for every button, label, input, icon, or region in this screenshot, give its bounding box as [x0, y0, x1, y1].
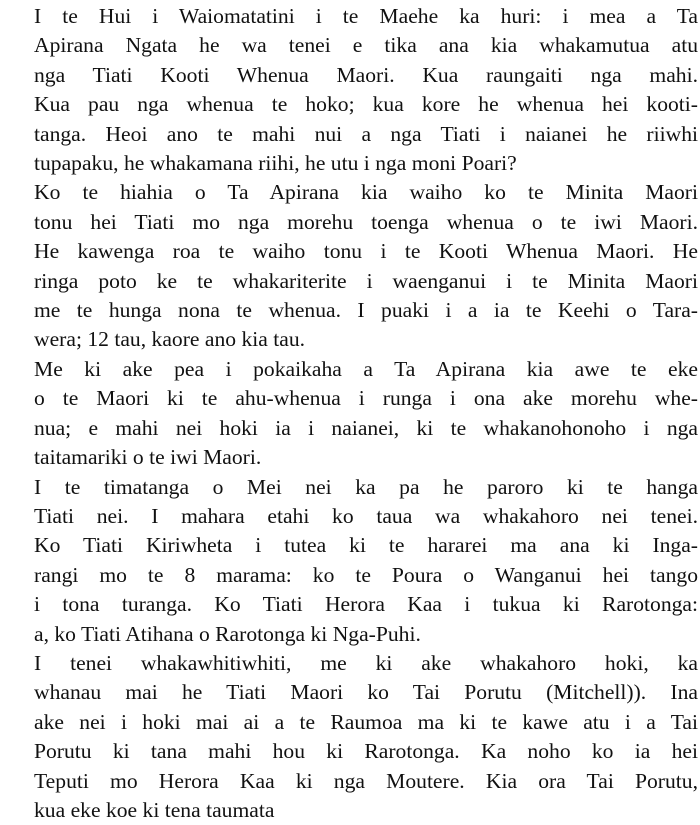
paragraph-minita-maori	[4, 178, 698, 354]
text-line: Ko te hiahia o Ta Apirana kia waiho ko te Minita Maori	[34, 180, 698, 205]
text-line: I tenei whakawhitiwhiti, me ki ake whakahoro hoki, ka	[34, 650, 698, 675]
text-line: I te timatanga o Mei nei ka pa he paroro ki te hanga	[34, 474, 698, 499]
text-line: i tona turanga. Ko Tiati Herora Kaa i tukua ki Rarotonga:	[34, 592, 698, 617]
text-line: rangi mo te 8 marama: ko te Poura o Wanganui hei tango	[34, 562, 698, 587]
text-line: me te hunga nona te whenua. I puaki i a ia te Keehi o Tara-	[34, 298, 698, 323]
text-line: ringa poto ke te whakariterite i waenganui i te Minita Maori	[34, 268, 698, 293]
text-line: wera; 12 tau, kaore ano kia tau.	[34, 327, 306, 352]
text-line: whanau mai he Tiati Maori ko Tai Porutu (Mitchell)). Ina	[34, 680, 698, 705]
text-line: o te Maori ki te ahu-whenua i runga i ona ake morehu whe-	[34, 386, 698, 411]
text-line: nga Tiati Kooti Whenua Maori. Kua raungaiti nga mahi.	[34, 62, 698, 87]
text-line: Apirana Ngata he wa tenei e tika ana kia whakamutua atu	[34, 33, 698, 58]
text-line: ake nei i hoki mai ai a te Raumoa ma ki te kawe atu i a Tai	[34, 709, 698, 734]
text-line: tupapaku, he whakamana riihi, he utu i nga moni Poari?	[34, 151, 517, 176]
paragraph-timatanga-mei	[4, 473, 698, 649]
text-line: Kua pau nga whenua te hoko; kua kore he whenua hei kooti-	[34, 92, 698, 117]
text-line: He kawenga roa te waiho tonu i te Kooti Whenua Maori. He	[34, 239, 698, 264]
text-line: Ko Tiati Kiriwheta i tutea ki te hararei ma ana ki Inga-	[34, 533, 698, 558]
text-line: I te Hui i Waiomatatini i te Maehe ka huri: i mea a Ta	[34, 4, 698, 28]
paragraph-ahu-whenua	[4, 355, 698, 473]
text-line: tonu hei Tiati mo nga morehu toenga whenua o te iwi Maori.	[34, 209, 698, 234]
text-line: nua; e mahi nei hoki ia i naianei, ki te whakanohonoho i nga	[34, 415, 698, 440]
text-line: tanga. Heoi ano te mahi nui a nga Tiati i naianei he riiwhi	[34, 121, 698, 146]
document-page	[4, 2, 698, 825]
text-line: Tiati nei. I mahara etahi ko taua wa whakahoro nei tenei.	[34, 503, 698, 528]
text-line: Porutu ki tana mahi hou ki Rarotonga. Ka noho ko ia hei	[34, 739, 698, 764]
text-line: a, ko Tiati Atihana o Rarotonga ki Nga-Puhi.	[34, 621, 421, 646]
paragraph-whakawhitiwhiti	[4, 649, 698, 825]
text-line: kua eke koe ki tena taumata	[34, 797, 275, 822]
text-line: taitamariki o te iwi Maori.	[34, 445, 262, 470]
paragraph-hui-waiomatatini	[4, 2, 698, 178]
text-line: Teputi mo Herora Kaa ki nga Moutere. Kia ora Tai Porutu,	[34, 768, 698, 793]
text-line: Me ki ake pea i pokaikaha a Ta Apirana kia awe te eke	[34, 356, 698, 381]
